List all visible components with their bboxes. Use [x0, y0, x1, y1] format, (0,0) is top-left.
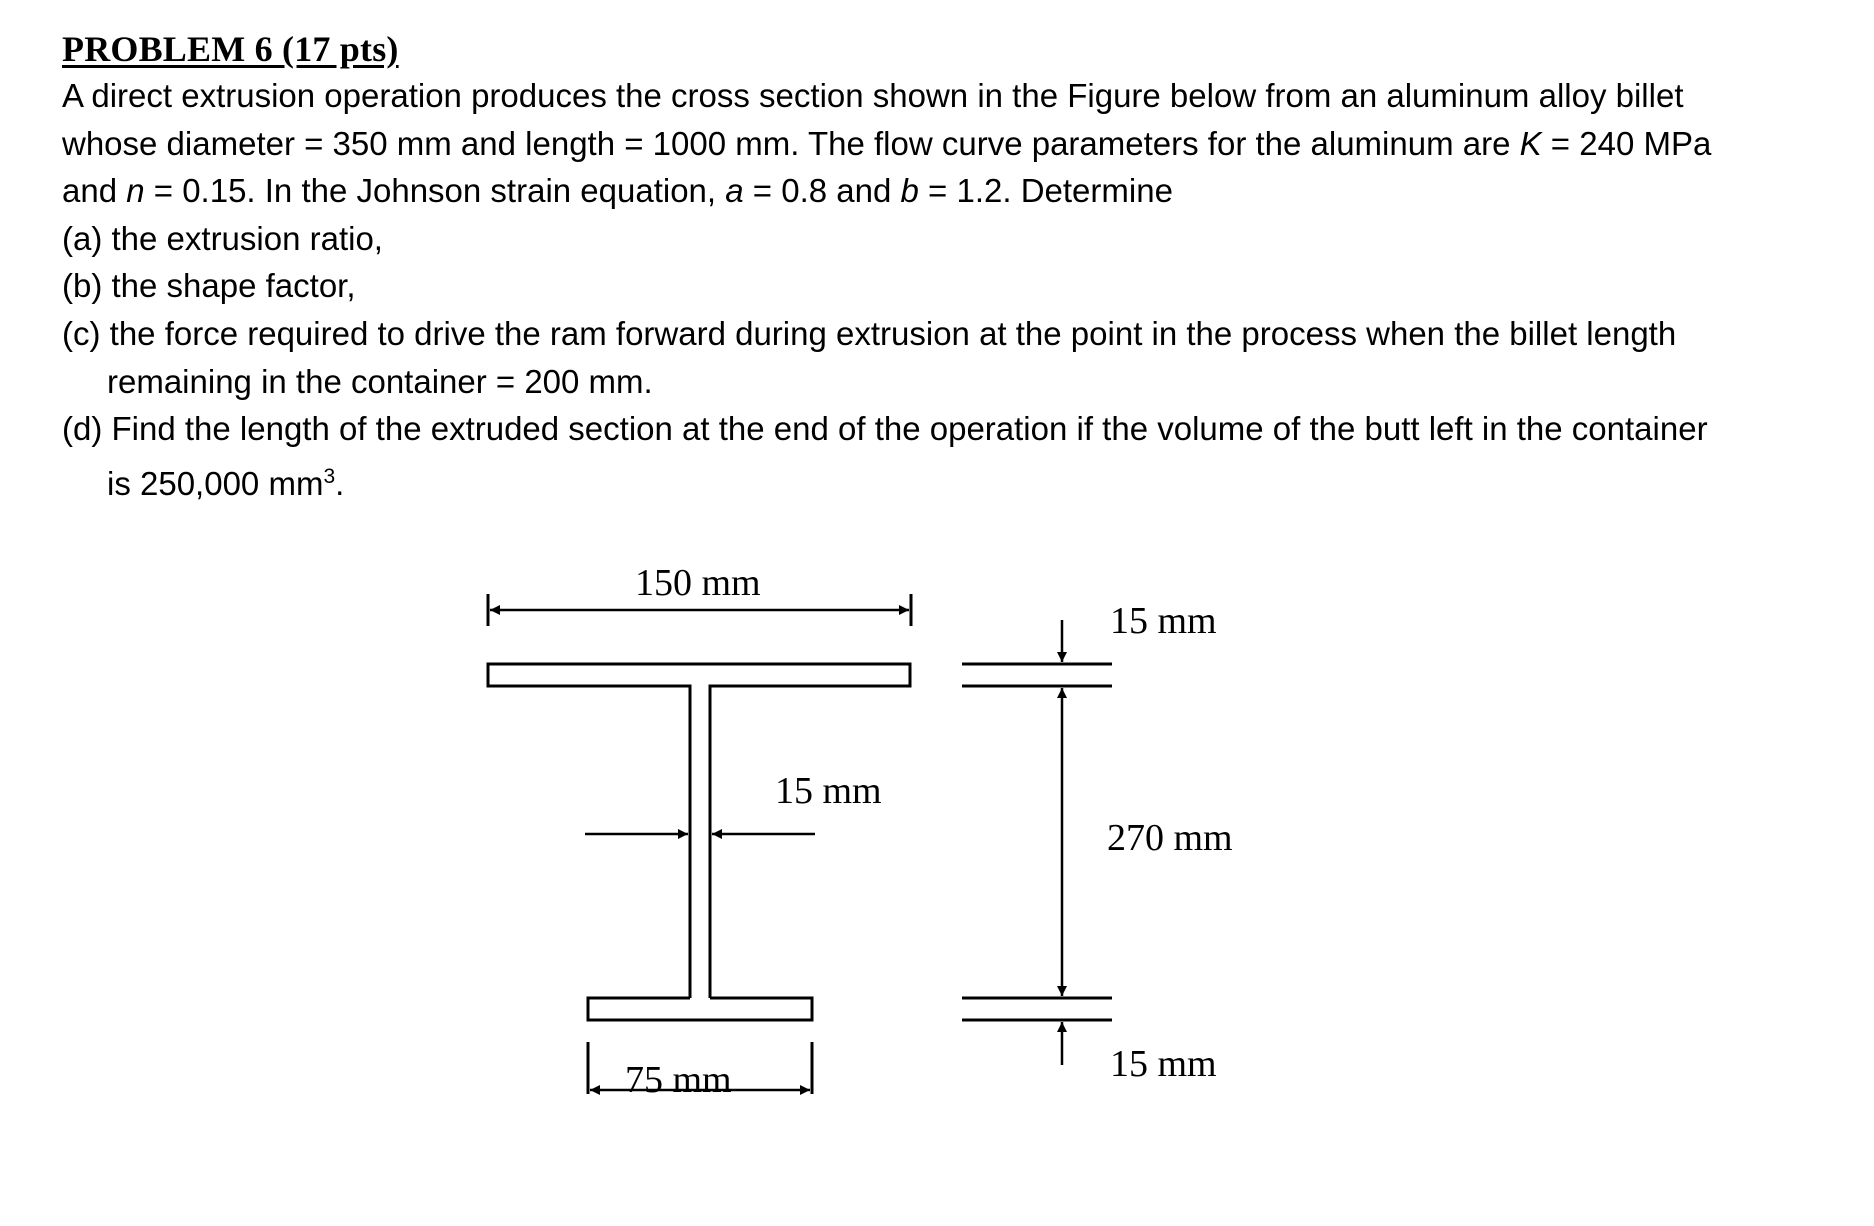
dimension-vertical	[962, 600, 1233, 1085]
intro-line-3	[62, 167, 1842, 215]
var-b: b	[900, 172, 919, 210]
intro-line-1	[62, 72, 1842, 120]
label-150mm: 150 mm	[635, 562, 761, 604]
var-K: K	[1519, 124, 1542, 162]
label-web-15mm: 15 mm	[775, 770, 882, 812]
part-d-period: .	[335, 464, 345, 502]
dimension-top-flange-width	[488, 562, 911, 626]
part-c-line-1: (c) the force required to drive the ram forward during extrusion at the point in the process when the billet length	[62, 314, 1677, 352]
intro-text-2a: whose diameter = 350 mm and length = 1000 mm. The flow curve parameters for the aluminum are	[62, 124, 1520, 162]
top-flange	[488, 664, 910, 686]
part-d-text: is 250,000 mm	[107, 464, 324, 502]
intro-text-3b: = 0.15. In the Johnson strain equation,	[144, 172, 726, 210]
label-top-15mm: 15 mm	[1110, 600, 1217, 642]
intro-text-1: A direct extrusion operation produces the cross section shown in the Figure below from an aluminum alloy billet	[62, 77, 1684, 114]
problem-title: PROBLEM 6 (17 pts)	[62, 29, 399, 69]
part-a: (a) the extrusion ratio,	[62, 219, 383, 257]
bottom-flange	[588, 998, 812, 1020]
intro-text-3c: = 0.8 and	[743, 172, 901, 210]
label-bottom-15mm: 15 mm	[1110, 1043, 1217, 1085]
var-a: a	[725, 172, 744, 210]
part-d-line-1: (d) Find the length of the extruded section at the end of the operation if the volume of the butt left in the container	[62, 410, 1708, 448]
dimension-web-thickness	[585, 770, 882, 834]
label-270mm: 270 mm	[1107, 817, 1233, 859]
intro-line-2	[62, 120, 1842, 168]
i-beam-shape	[488, 664, 910, 1020]
i-beam-cross-section-figure	[0, 540, 1874, 1160]
label-75mm: 75 mm	[625, 1059, 732, 1101]
part-b: (b) the shape factor,	[62, 267, 356, 305]
var-n: n	[126, 172, 145, 210]
part-d-line-2	[62, 453, 1842, 508]
intro-text-2b: = 240 MPa	[1541, 124, 1712, 162]
dimension-bottom-flange-width	[588, 1042, 812, 1101]
problem-statement	[62, 72, 1842, 507]
part-c-line-2: remaining in the container = 200 mm.	[107, 362, 653, 400]
intro-text-3a: and	[62, 172, 127, 210]
part-d-superscript: 3	[323, 464, 336, 488]
intro-text-3d: = 1.2. Determine	[918, 172, 1173, 210]
